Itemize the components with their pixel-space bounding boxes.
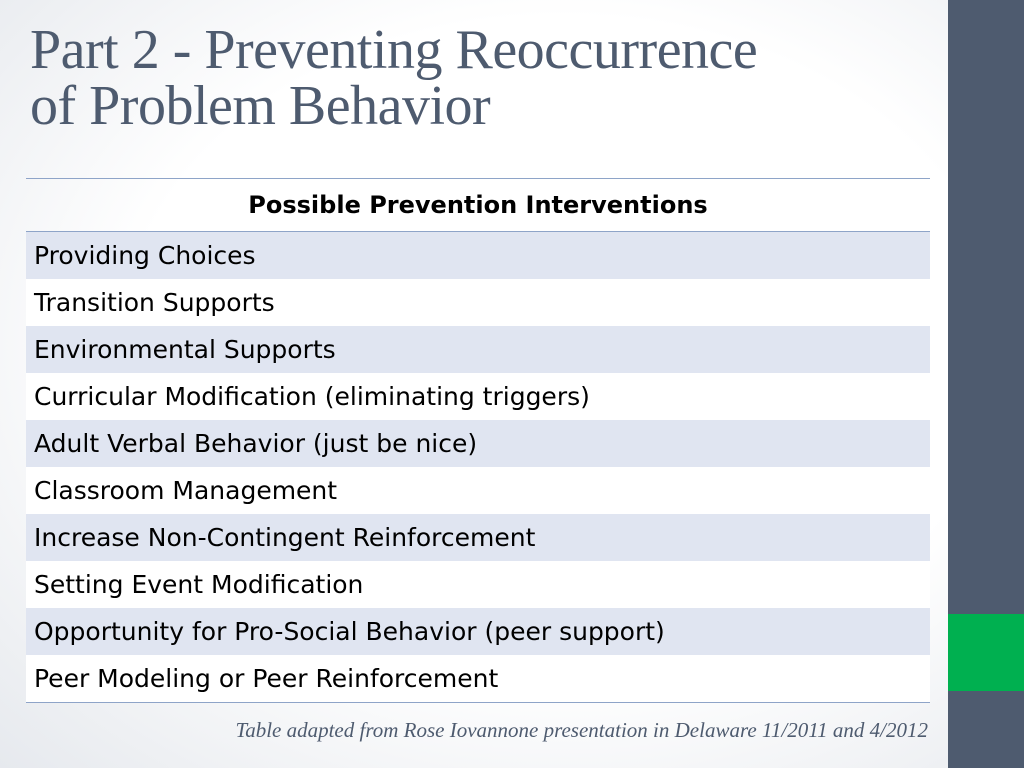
table-row (26, 279, 930, 326)
slide-title (30, 19, 930, 137)
table-row (26, 373, 930, 420)
table-cell: Transition Supports (26, 279, 930, 326)
table-cell: Providing Choices (26, 232, 930, 280)
table-row (26, 420, 930, 467)
table-cell: Setting Event Modification (26, 561, 930, 608)
table-row (26, 561, 930, 608)
table-source-caption: Table adapted from Rose Iovannone presentation in Delaware 11/2011 and 4/2012 (235, 718, 928, 742)
slide-title-line-2: of Problem Behavior (30, 75, 491, 137)
table-header-cell: Possible Prevention Interventions (26, 179, 930, 232)
table-row (26, 514, 930, 561)
table-row (26, 608, 930, 655)
table-cell: Peer Modeling or Peer Reinforcement (26, 655, 930, 703)
table-cell: Curricular Modification (eliminating triggers) (26, 373, 930, 420)
table-cell: Adult Verbal Behavior (just be nice) (26, 420, 930, 467)
table-row (26, 467, 930, 514)
green-accent-block (948, 614, 1024, 691)
slide-title-line-1: Part 2 - Preventing Reoccurrence (30, 19, 758, 81)
table-row (26, 326, 930, 373)
interventions-table (26, 178, 930, 703)
table-cell: Environmental Supports (26, 326, 930, 373)
table-row (26, 655, 930, 703)
table-cell: Classroom Management (26, 467, 930, 514)
table-header-row (26, 179, 930, 232)
table-cell: Increase Non-Contingent Reinforcement (26, 514, 930, 561)
table-cell: Opportunity for Pro-Social Behavior (peer support) (26, 608, 930, 655)
table-row (26, 232, 930, 280)
